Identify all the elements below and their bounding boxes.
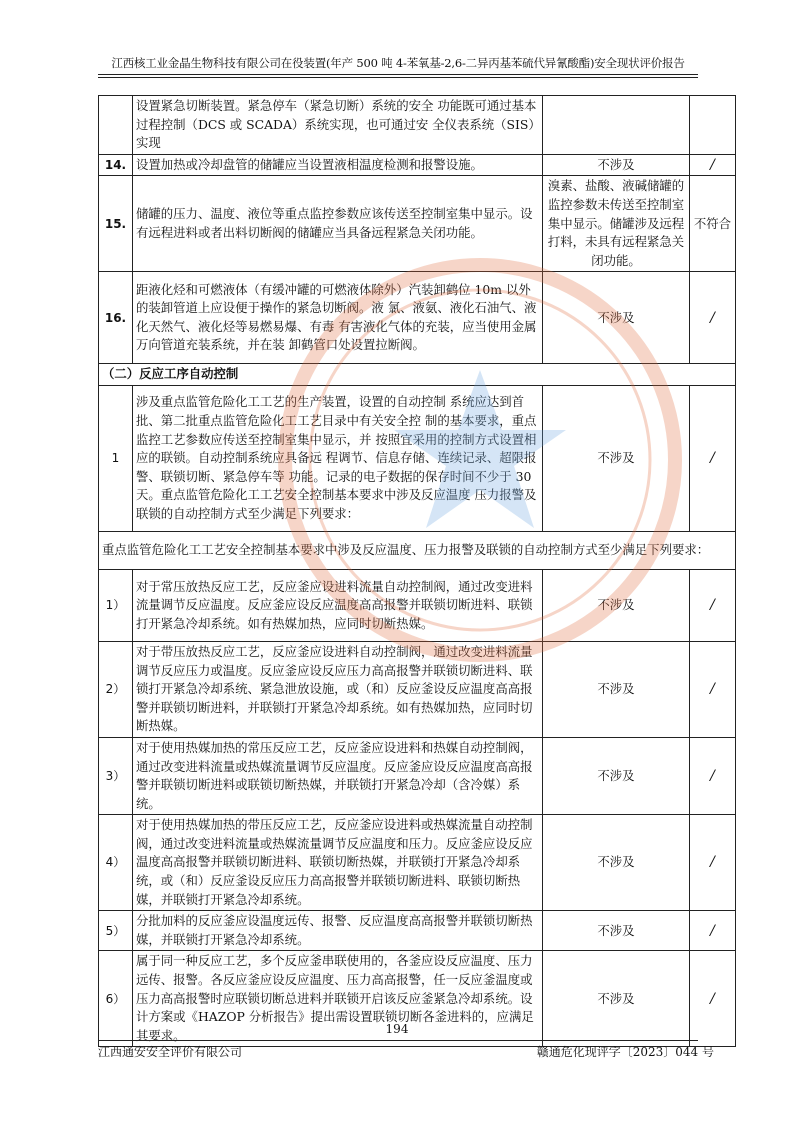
row-requirement: 设置加热或冷却盘管的储罐应当设置液相温度检测和报警设施。	[133, 154, 543, 176]
row-result	[543, 96, 690, 155]
page-number: 194	[385, 1022, 409, 1036]
row-conclusion: /	[690, 154, 736, 176]
subrow-conclusion: /	[690, 569, 736, 641]
subrow-number: 3）	[99, 737, 133, 814]
row-conclusion	[690, 96, 736, 155]
table-row	[99, 911, 736, 951]
footer-rule	[98, 1040, 698, 1041]
footer-doc-number: 赣通危化现评字〔2023〕044 号	[536, 1045, 714, 1059]
section-title: （二）反应工序自动控制	[99, 364, 736, 386]
table-row	[99, 815, 736, 911]
subrow-result: 不涉及	[543, 815, 690, 911]
subrow-number: 4）	[99, 815, 133, 911]
section-row	[99, 364, 736, 386]
subrow-requirement: 对于使用热媒加热的带压反应工艺，反应釜应设进料或热媒流量自动控制阀，通过改变进料流量或热媒流量调节反应温度和压力。反应釜应设反应温度高高报警并联锁切断进料、联锁切断热媒，并联锁打开紧急冷却系统，或（和）反应釜设反应压力高高报警并联锁切断进料、联锁切断热媒，并联锁打开紧急冷却系统。	[133, 815, 543, 911]
row-number: 16.	[99, 272, 133, 364]
row-conclusion: /	[690, 385, 736, 531]
row-result: 不涉及	[543, 272, 690, 364]
subrow-result: 不涉及	[543, 569, 690, 641]
row-number	[99, 96, 133, 155]
row-number: 15.	[99, 176, 133, 272]
subrow-conclusion: /	[690, 951, 736, 1047]
row-result: 不涉及	[543, 385, 690, 531]
subrow-result: 不涉及	[543, 951, 690, 1047]
row-number: 14.	[99, 154, 133, 176]
row-requirement: 储罐的压力、温度、液位等重点监控参数应该传送至控制室集中显示。设有远程进料或者出料切断阀的储罐应当具备远程紧急关闭功能。	[133, 176, 543, 272]
subrow-number: 5）	[99, 911, 133, 951]
requirement-note: 重点监管危险化工工艺安全控制基本要求中涉及反应温度、压力报警及联锁的自动控制方式至少满足下列要求：	[99, 531, 736, 569]
evaluation-table	[98, 95, 736, 1047]
subrow-requirement: 分批加料的反应釜应设温度远传、报警、反应温度高高报警并联锁切断热媒，并联锁打开紧急冷却系统。	[133, 911, 543, 951]
table-row	[99, 96, 736, 155]
subrow-requirement: 属于同一种反应工艺，多个反应釜串联使用的，各釜应设反应温度、压力远传、报警。各反应釜应设反应温度、压力高高报警，任一反应釜温度或压力高高报警时应联锁切断总进料并联锁开启该反应釜紧急冷却系统。设计方案或《HAZOP 分析报告》提出需设置联锁切断各釜进料的，应满足其要求。	[133, 951, 543, 1047]
row-conclusion: /	[690, 272, 736, 364]
row-result: 溴素、盐酸、液碱储罐的监控参数未传送至控制室集中显示。储罐涉及远程打料，未具有远程紧急关闭功能。	[543, 176, 690, 272]
subrow-number: 1）	[99, 569, 133, 641]
subrow-conclusion: /	[690, 815, 736, 911]
subrow-result: 不涉及	[543, 641, 690, 737]
subrow-requirement: 对于常压放热反应工艺，反应釜应设进料流量自动控制阀，通过改变进料流量调节反应温度。反应釜应设反应温度高高报警并联锁切断进料、联锁打开紧急冷却系统。如有热媒加热，应同时切断热媒。	[133, 569, 543, 641]
table-row	[99, 737, 736, 814]
table-row	[99, 272, 736, 364]
subrow-result: 不涉及	[543, 737, 690, 814]
subrow-conclusion: /	[690, 737, 736, 814]
table-row	[99, 154, 736, 176]
row-requirement: 设置紧急切断装置。紧急停车（紧急切断）系统的安全 功能既可通过基本过程控制（DCS 或 SCADA）系统实现，也可通过安 全仪表系统（SIS）实现	[133, 96, 543, 155]
row-requirement: 涉及重点监管危险化工工艺的生产装置，设置的自动控制 系统应达到首批、第二批重点监管危险化工工艺目录中有关安全控 制的基本要求，重点监控工艺参数应传送至控制室集中显示，并 按照宜采用的控制方式设置相应的联锁。自动控制系统应具备远 程调节、信息存储、连续记录、超限报警、联锁切断、紧急停车等 功能。记录的电子数据的保存时间不少于 30 天。重点监管危险化工工艺安全控制基本要求中涉及反应温度 压力报警及联锁的自动控制方式至少满足下列要求：	[133, 385, 543, 531]
table-row	[99, 385, 736, 531]
row-requirement: 距液化烃和可燃液体（有缓冲罐的可燃液体除外）汽装卸鹤位 10m 以外的装卸管道上应设便于操作的紧急切断阀。液 氯、液氨、液化石油气、液化天然气、液化烃等易燃易爆、有毒 有害液化气体的充装，应当使用金属万向管道充装系统，并在装 卸鹤管口处设置拉断阀。	[133, 272, 543, 364]
table-row	[99, 176, 736, 272]
table-row	[99, 569, 736, 641]
row-number: 1	[99, 385, 133, 531]
footer-company: 江西通安安全评价有限公司	[98, 1045, 243, 1059]
subrow-number: 6）	[99, 951, 133, 1047]
header-rule	[98, 74, 698, 75]
subrow-conclusion: /	[690, 911, 736, 951]
subrow-number: 2）	[99, 641, 133, 737]
note-row	[99, 531, 736, 569]
subrow-result: 不涉及	[543, 911, 690, 951]
subrow-conclusion: /	[690, 641, 736, 737]
subrow-requirement: 对于带压放热反应工艺，反应釜应设进料自动控制阀，通过改变进料流量调节反应压力或温度。反应釜应设反应压力高高报警并联锁切断进料、联锁打开紧急冷却系统、紧急泄放设施，或（和）反应釜设反应温度高高报警并联锁切断进料，并联锁打开紧急冷却系统。如有热媒加热，应同时切断热媒。	[133, 641, 543, 737]
subrow-requirement: 对于使用热媒加热的常压反应工艺，反应釜应设进料和热媒自动控制阀，通过改变进料流量或热媒流量调节反应温度。反应釜应设反应温度高高报警并联锁切断进料或联锁切断热媒，并联锁打开紧急冷却（含冷媒）系统。	[133, 737, 543, 814]
row-conclusion: 不符合	[690, 176, 736, 272]
row-result: 不涉及	[543, 154, 690, 176]
report-header-title: 江西核工业金晶生物科技有限公司在役装置(年产 500 吨 4-苯氧基-2,6-二异丙基苯硫代异氰酸酯)安全现状评价报告	[111, 56, 685, 70]
header-rule-thin	[98, 77, 698, 78]
table-row	[99, 641, 736, 737]
